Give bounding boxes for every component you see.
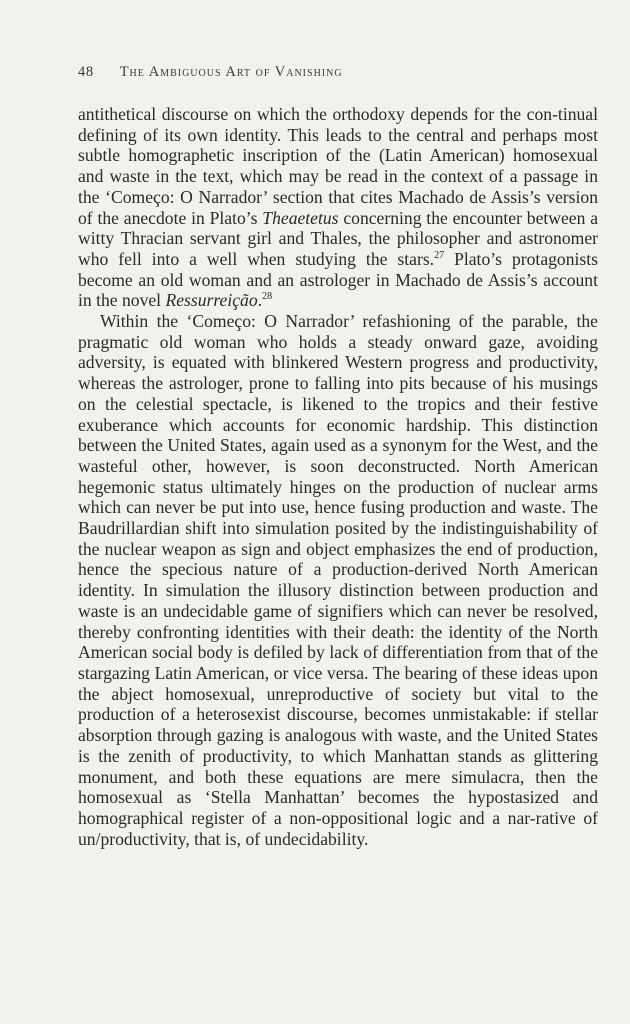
- theaetetus-title: Theaetetus: [262, 207, 339, 228]
- ressurreicao-title: Ressurreição: [165, 290, 258, 311]
- body-text: [78, 104, 598, 849]
- paragraph-1-text-a: antithetical discourse on which the orthodoxy depends for the con-tinual defining of its own identity. This leads to the central and perhaps most subtle homographetic inscription of the (Latin American) homosexual and waste in the text, which may be read in the context of a passage in the ‘Começo: O Narrador’ section that cites Machado de Assis’s version of the anecdote in Plato’s: [78, 104, 598, 228]
- paragraph-1-period: .: [257, 290, 263, 311]
- paragraph-1: [78, 104, 598, 311]
- paragraph-1-text-c: Plato’s protagonists become an old woman and an astrologer in Machado de Assis’s account in the novel: [78, 248, 598, 311]
- paragraph-2: Within the ‘Começo: O Narrador’ refashioning of the parable, the pragmatic old woman who holds a steady onward gaze, avoiding adversity, is equated with blinkered Western progress and productivity, whereas the astrologer, prone to falling into pits because of his musings on the celestial spectacle, is likened to the tropics and their festive exuberance which accounts for economic hardship. This distinction between the United States, again used as a synonym for the West, and the wasteful other, however, is soon deconstructed. North American hegemonic status ultimately hinges on the production of nuclear arms which can never be put into use, hence fusing production and waste. The Baudrillardian shift into simulation posited by the indistinguishability of the nuclear weapon as sign and object emphasizes the end of production, hence the specious nature of a production-derived North American identity. In simulation the illusory distinction between production and waste is an undecidable game of signifiers which can never be resolved, thereby confronting identities with their death: the identity of the North American social body is defiled by lack of differentiation from that of the stargazing Latin American, or vice versa. The bearing of these ideas upon the abject homosexual, unreproductive of society but vital to the production of a heterosexist discourse, becomes unmistakable: if stellar absorption through gazing is analogous with waste, and the United States is the zenith of productivity, to which Manhattan stands as glittering monument, and both these equations are mere simulacra, then the homosexual as ‘Stella Manhattan’ becomes the hypostasized and homographical register of a non-oppositional logic and a nar-rative of un/productivity, that is, of undecidability.: [78, 311, 598, 849]
- running-head: [78, 64, 343, 81]
- paragraph-1-text-b: concerning the encounter between a witty Thracian servant girl and Thales, the philosopher and astronomer who fell into a well when studying the stars.: [78, 207, 598, 269]
- page-number: 48: [78, 64, 94, 80]
- book-title: The Ambiguous Art of Vanishing: [119, 64, 343, 80]
- footnote-ref-28: 28: [262, 291, 273, 303]
- footnote-ref-27: 27: [434, 249, 445, 261]
